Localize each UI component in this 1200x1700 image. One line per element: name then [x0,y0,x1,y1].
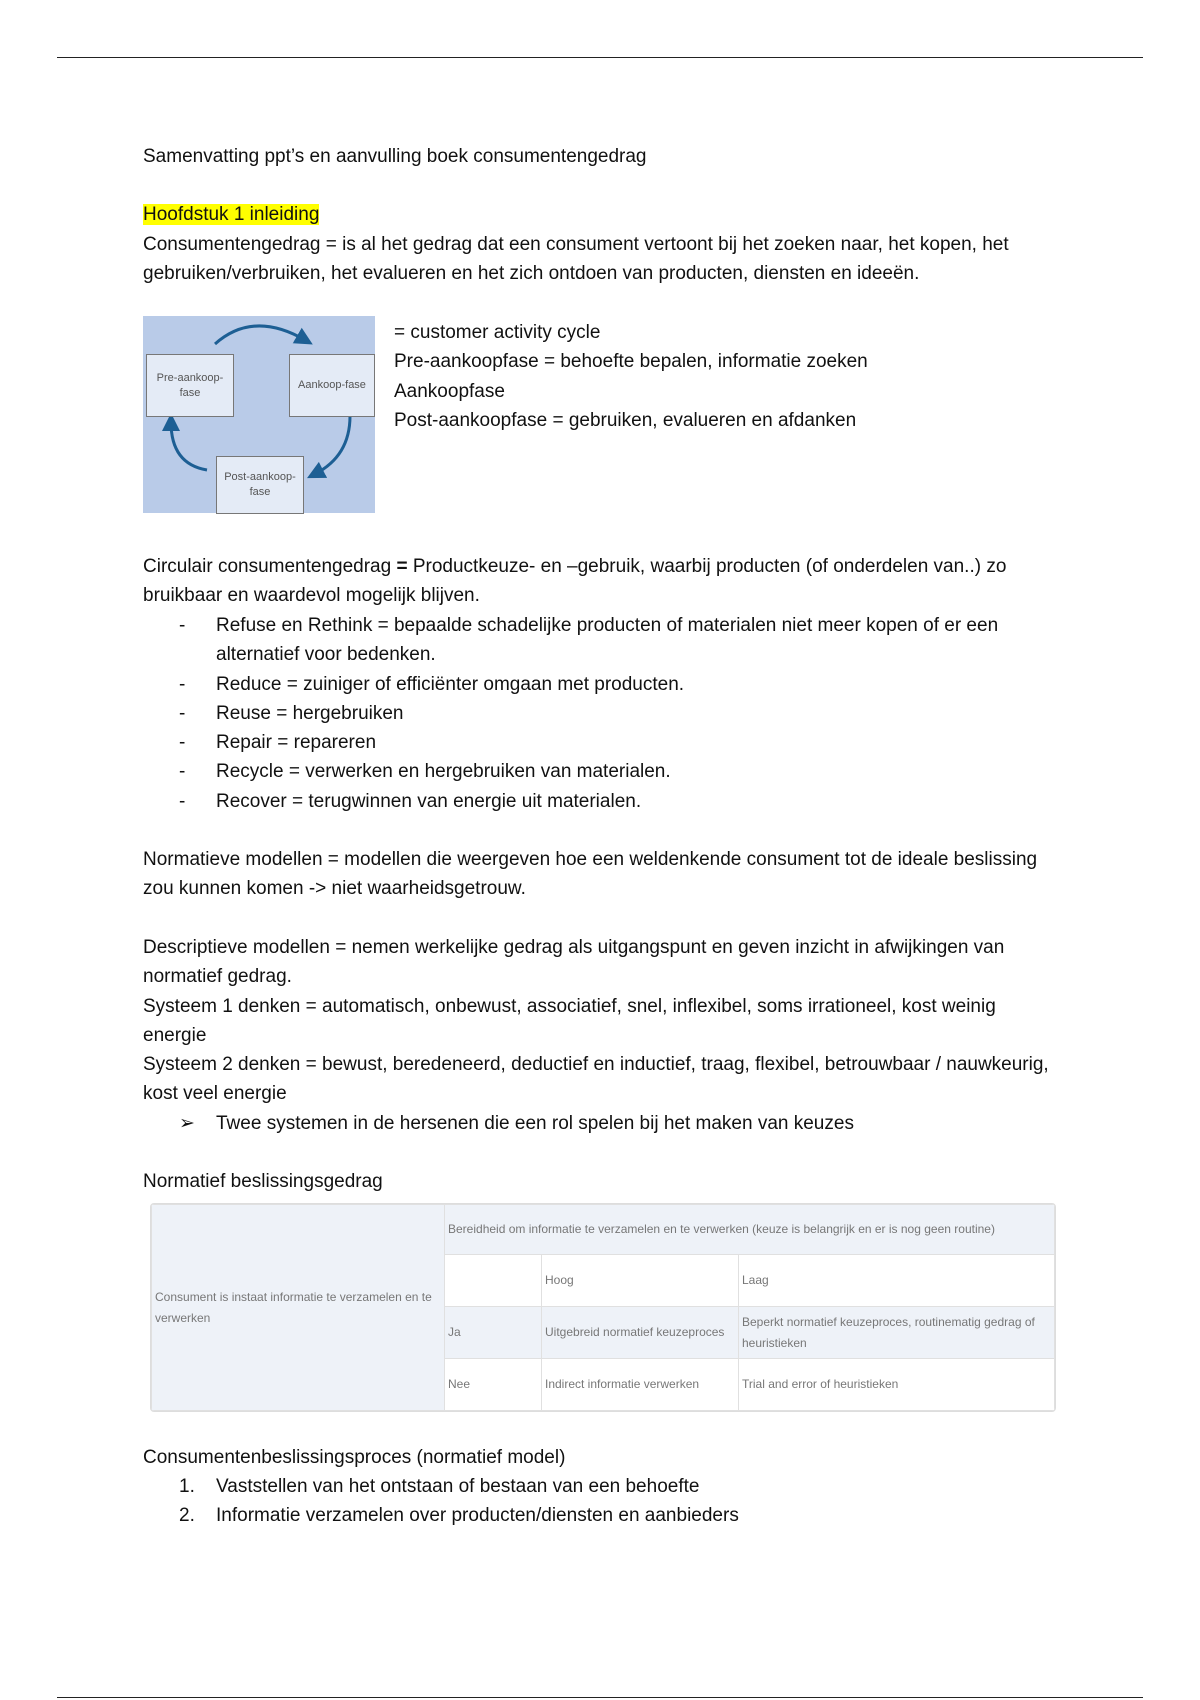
nee-laag-cell: Trial and error of heuristieken [739,1359,1055,1411]
r-strategies-list [143,611,1063,816]
customer-activity-cycle-diagram [143,316,375,513]
item-text: Informatie verzamelen over producten/diensten en aanbieders [216,1505,739,1527]
cycle-line: = customer activity cycle [394,322,601,343]
chapter-heading-text: Hoofdstuk 1 inleiding [143,204,320,225]
item-text: Recycle = verwerken en hergebruiken van materialen. [216,761,671,783]
ja-hoog-cell: Uitgebreid normatief keuzeproces [542,1307,739,1359]
decision-table [150,1203,1056,1412]
systeem-1: Systeem 1 denken = automatisch, onbewust, associatief, snel, inflexibel, soms irrationeel, kost weinig energie [143,996,996,1047]
item-text: Repair = repareren [216,732,377,754]
circulair-paragraph [143,552,1063,611]
item-text: Twee systemen in de hersenen die een rol spelen bij het maken van keuzes [216,1113,854,1134]
list-item [143,1472,1063,1501]
cycle-line: Pre-aankoopfase = behoefte bepalen, informatie zoeken [394,351,868,373]
column-header-cell: Bereidheid om informatie te verzamelen en te verwerken (keuze is belangrijk en er is nog geen routine) [445,1205,1055,1255]
list-item: - Reduce = zuiniger of efficiënter omgaan met producten. [179,673,685,695]
nee-hoog-cell: Indirect informatie verwerken [542,1359,739,1411]
list-item [143,1501,1063,1530]
definition: Productkeuze- en –gebruik, waarbij producten (of onderdelen van..) zo bruikbaar en waardevol mogelijk blijven. [143,556,1007,607]
list-item: - Repair = repareren [179,732,377,754]
table-heading: Normatief beslissingsgedrag [143,1171,383,1192]
item-text: Vaststellen van het ontstaan of bestaan van een behoefte [216,1476,700,1497]
list-item: - Recover = terugwinnen van energie uit materialen. [179,790,642,812]
pre-aankoop-box: Pre-aankoop-fase [146,354,234,417]
document-title: Samenvatting ppt’s en aanvulling boek consumentengedrag [143,146,647,167]
list-item: - Reuse = hergebruiken [179,702,404,724]
normatieve-modellen: Normatieve modellen = modellen die weergeven hoe een weldenkende consument tot de ideale beslissing zou kunnen komen -> niet waarheidsgetrouw. [143,849,1038,900]
cycle-line: Post-aankoopfase = gebruiken, evalueren en afdanken [394,409,857,431]
laag-cell: Laag [739,1255,1055,1307]
post-aankoop-box: Post-aankoop-fase [216,456,304,514]
process-steps-list [143,1472,1063,1531]
item-number: 1. [179,1476,195,1497]
aankoop-box: Aankoop-fase [289,354,375,417]
item-text: Reuse = hergebruiken [216,702,404,724]
term: Circulair consumentengedrag [143,556,392,577]
hoog-cell: Hoog [542,1255,739,1307]
row-header-cell: Consument is instaat informatie te verzamelen en te verwerken [152,1205,445,1411]
definition-consumentengedrag: Consumentengedrag = is al het gedrag dat een consument vertoont bij het zoeken naar, het kopen, het gebruiken/verbruiken, het evalueren en het zich ontdoen van producten, diensten en ideeën. [143,234,1009,285]
footer-rule [57,1697,1143,1698]
list-item: - Refuse en Rethink = bepaalde schadelijke producten of materialen niet meer kopen of er een alternatief voor bedenken. [179,615,999,666]
arrow-bullet-icon: ➢ [179,1113,195,1134]
descriptieve-modellen: Descriptieve modellen = nemen werkelijke gedrag als uitgangspunt en geven inzicht in afwijkingen van normatief gedrag. [143,937,1005,988]
empty-cell [445,1255,542,1307]
cycle-line: Aankoopfase [394,380,505,402]
cycle-description [394,318,868,435]
process-heading: Consumentenbeslissingsproces (normatief model) [143,1447,566,1468]
item-text: Reduce = zuiniger of efficiënter omgaan met producten. [216,673,685,695]
arrow-list-item [143,1109,1063,1138]
nee-cell: Nee [445,1359,542,1411]
ja-cell: Ja [445,1307,542,1359]
ja-laag-cell: Beperkt normatief keuzeproces, routinematig gedrag of heuristieken [739,1307,1055,1359]
header-rule [57,57,1143,58]
list-item: - Recycle = verwerken en hergebruiken van materialen. [179,761,671,783]
item-text: Recover = terugwinnen van energie uit materialen. [216,790,642,812]
equals: = [391,556,413,577]
chapter-heading [143,200,1063,229]
item-number: 2. [179,1505,195,1527]
item-text: Refuse en Rethink = bepaalde schadelijke producten of materialen niet meer kopen of er een alternatief voor bedenken. [216,615,999,666]
systeem-2: Systeem 2 denken = bewust, beredeneerd, deductief en inductief, traag, flexibel, betrouwbaar / nauwkeurig, kost veel energie [143,1054,1049,1105]
